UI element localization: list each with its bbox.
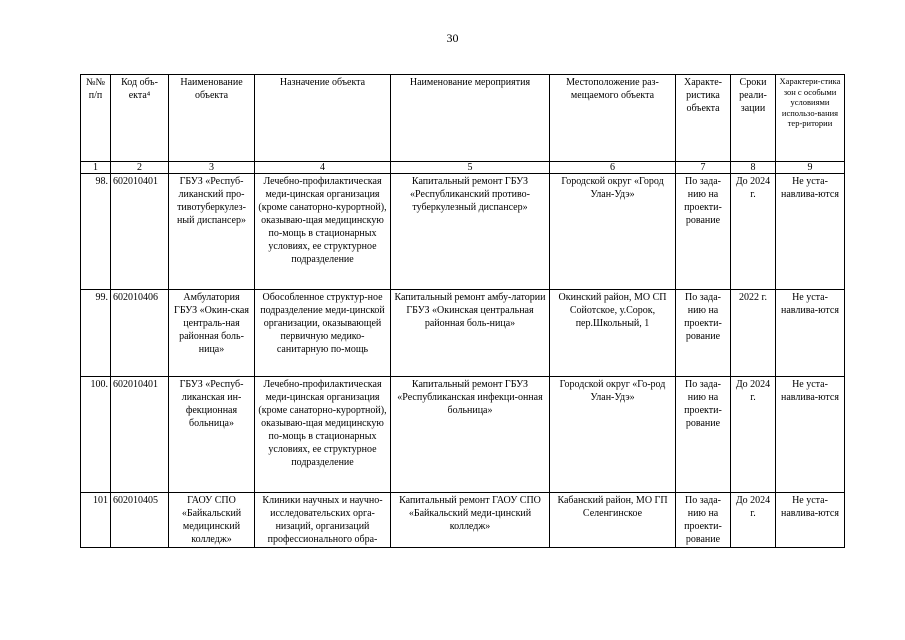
object-purpose: Лечебно-профилактическая меди-цинская организация (кроме санаторно-курортной), оказываю-щая медицинскую по-мощь в стационарных условиях, ее структурное подразделение [255,174,391,290]
activity-name: Капитальный ремонт ГБУЗ «Республиканский противо-туберкулезный диспансер» [391,174,550,290]
zone-characteristic: Не уста-навлива-ются [776,290,845,377]
column-number: 4 [255,162,391,174]
zone-characteristic: Не уста-навлива-ются [776,493,845,548]
row-num: 101 [81,493,111,548]
row-num: 100. [81,377,111,493]
header-characteristic: Характе-ристика объекта [676,75,731,162]
object-purpose: Лечебно-профилактическая меди-цинская организация (кроме санаторно-курортной), оказываю-щая медицинскую по-мощь в стационарных условиях, ее структурное подразделение [255,377,391,493]
column-number: 9 [776,162,845,174]
implementation-term: До 2024 г. [731,174,776,290]
object-location: Окинский район, МО СП Сойотское, у.Сорок, пер.Школьный, 1 [550,290,676,377]
column-number: 5 [391,162,550,174]
header-term: Сроки реали-зации [731,75,776,162]
implementation-term: 2022 г. [731,290,776,377]
header-location: Местоположение раз-мещаемого объекта [550,75,676,162]
activity-name: Капитальный ремонт ГБУЗ «Республиканская инфекци-онная больница» [391,377,550,493]
activity-name: Капитальный ремонт амбу-латории ГБУЗ «Окинская центральная районная боль-ница» [391,290,550,377]
header-num: №№ п/п [81,75,111,162]
table-row [81,174,845,290]
zone-characteristic: Не уста-навлива-ются [776,377,845,493]
column-number: 2 [111,162,169,174]
implementation-term: До 2024 г. [731,493,776,548]
row-num: 98. [81,174,111,290]
object-location: Городской округ «Город Улан-Удэ» [550,174,676,290]
activity-name: Капитальный ремонт ГАОУ СПО «Байкальский меди-цинский колледж» [391,493,550,548]
object-purpose: Обособленное структур-ное подразделение меди-цинской организации, оказывающей первичную медико-санитарную по-мощь [255,290,391,377]
object-location: Кабанский район, МО ГП Селенгинское [550,493,676,548]
object-name: ГБУЗ «Респуб-ликанский про-тивотуберкулез-ный диспансер» [169,174,255,290]
object-name: ГАОУ СПО «Байкальский медицинский колледж» [169,493,255,548]
column-number: 7 [676,162,731,174]
column-number: 3 [169,162,255,174]
table-row [81,377,845,493]
header-code: Код объ-екта⁴ [111,75,169,162]
object-characteristic: По зада-нию на проекти-рование [676,174,731,290]
column-number-row [81,162,845,174]
column-number: 6 [550,162,676,174]
object-characteristic: По зада-нию на проекти-рование [676,290,731,377]
object-code: 602010401 [111,377,169,493]
object-name: Амбулатория ГБУЗ «Окин-ская централь-ная районная боль-ница» [169,290,255,377]
column-number: 1 [81,162,111,174]
object-location: Городской округ «Го-род Улан-Удэ» [550,377,676,493]
header-name: Наименование объекта [169,75,255,162]
header-zones: Характери-стика зон с особыми условиями использо-вания тер-ритории [776,75,845,162]
object-name: ГБУЗ «Респуб-ликанская ин-фекционная больница» [169,377,255,493]
header-purpose: Назначение объекта [255,75,391,162]
zone-characteristic: Не уста-навлива-ются [776,174,845,290]
object-characteristic: По зада-нию на проекти-рование [676,377,731,493]
object-purpose: Клиники научных и научно-исследовательских орга-низаций, организаций профессионального обра- [255,493,391,548]
header-row [81,75,845,162]
object-characteristic: По зада-нию на проекти-рование [676,493,731,548]
page-number: 30 [446,31,459,45]
header-activity: Наименование мероприятия [391,75,550,162]
object-code: 602010405 [111,493,169,548]
objects-table [80,74,845,548]
table-row [81,290,845,377]
table-row [81,493,845,548]
row-num: 99. [81,290,111,377]
object-code: 602010406 [111,290,169,377]
implementation-term: До 2024 г. [731,377,776,493]
object-code: 602010401 [111,174,169,290]
column-number: 8 [731,162,776,174]
